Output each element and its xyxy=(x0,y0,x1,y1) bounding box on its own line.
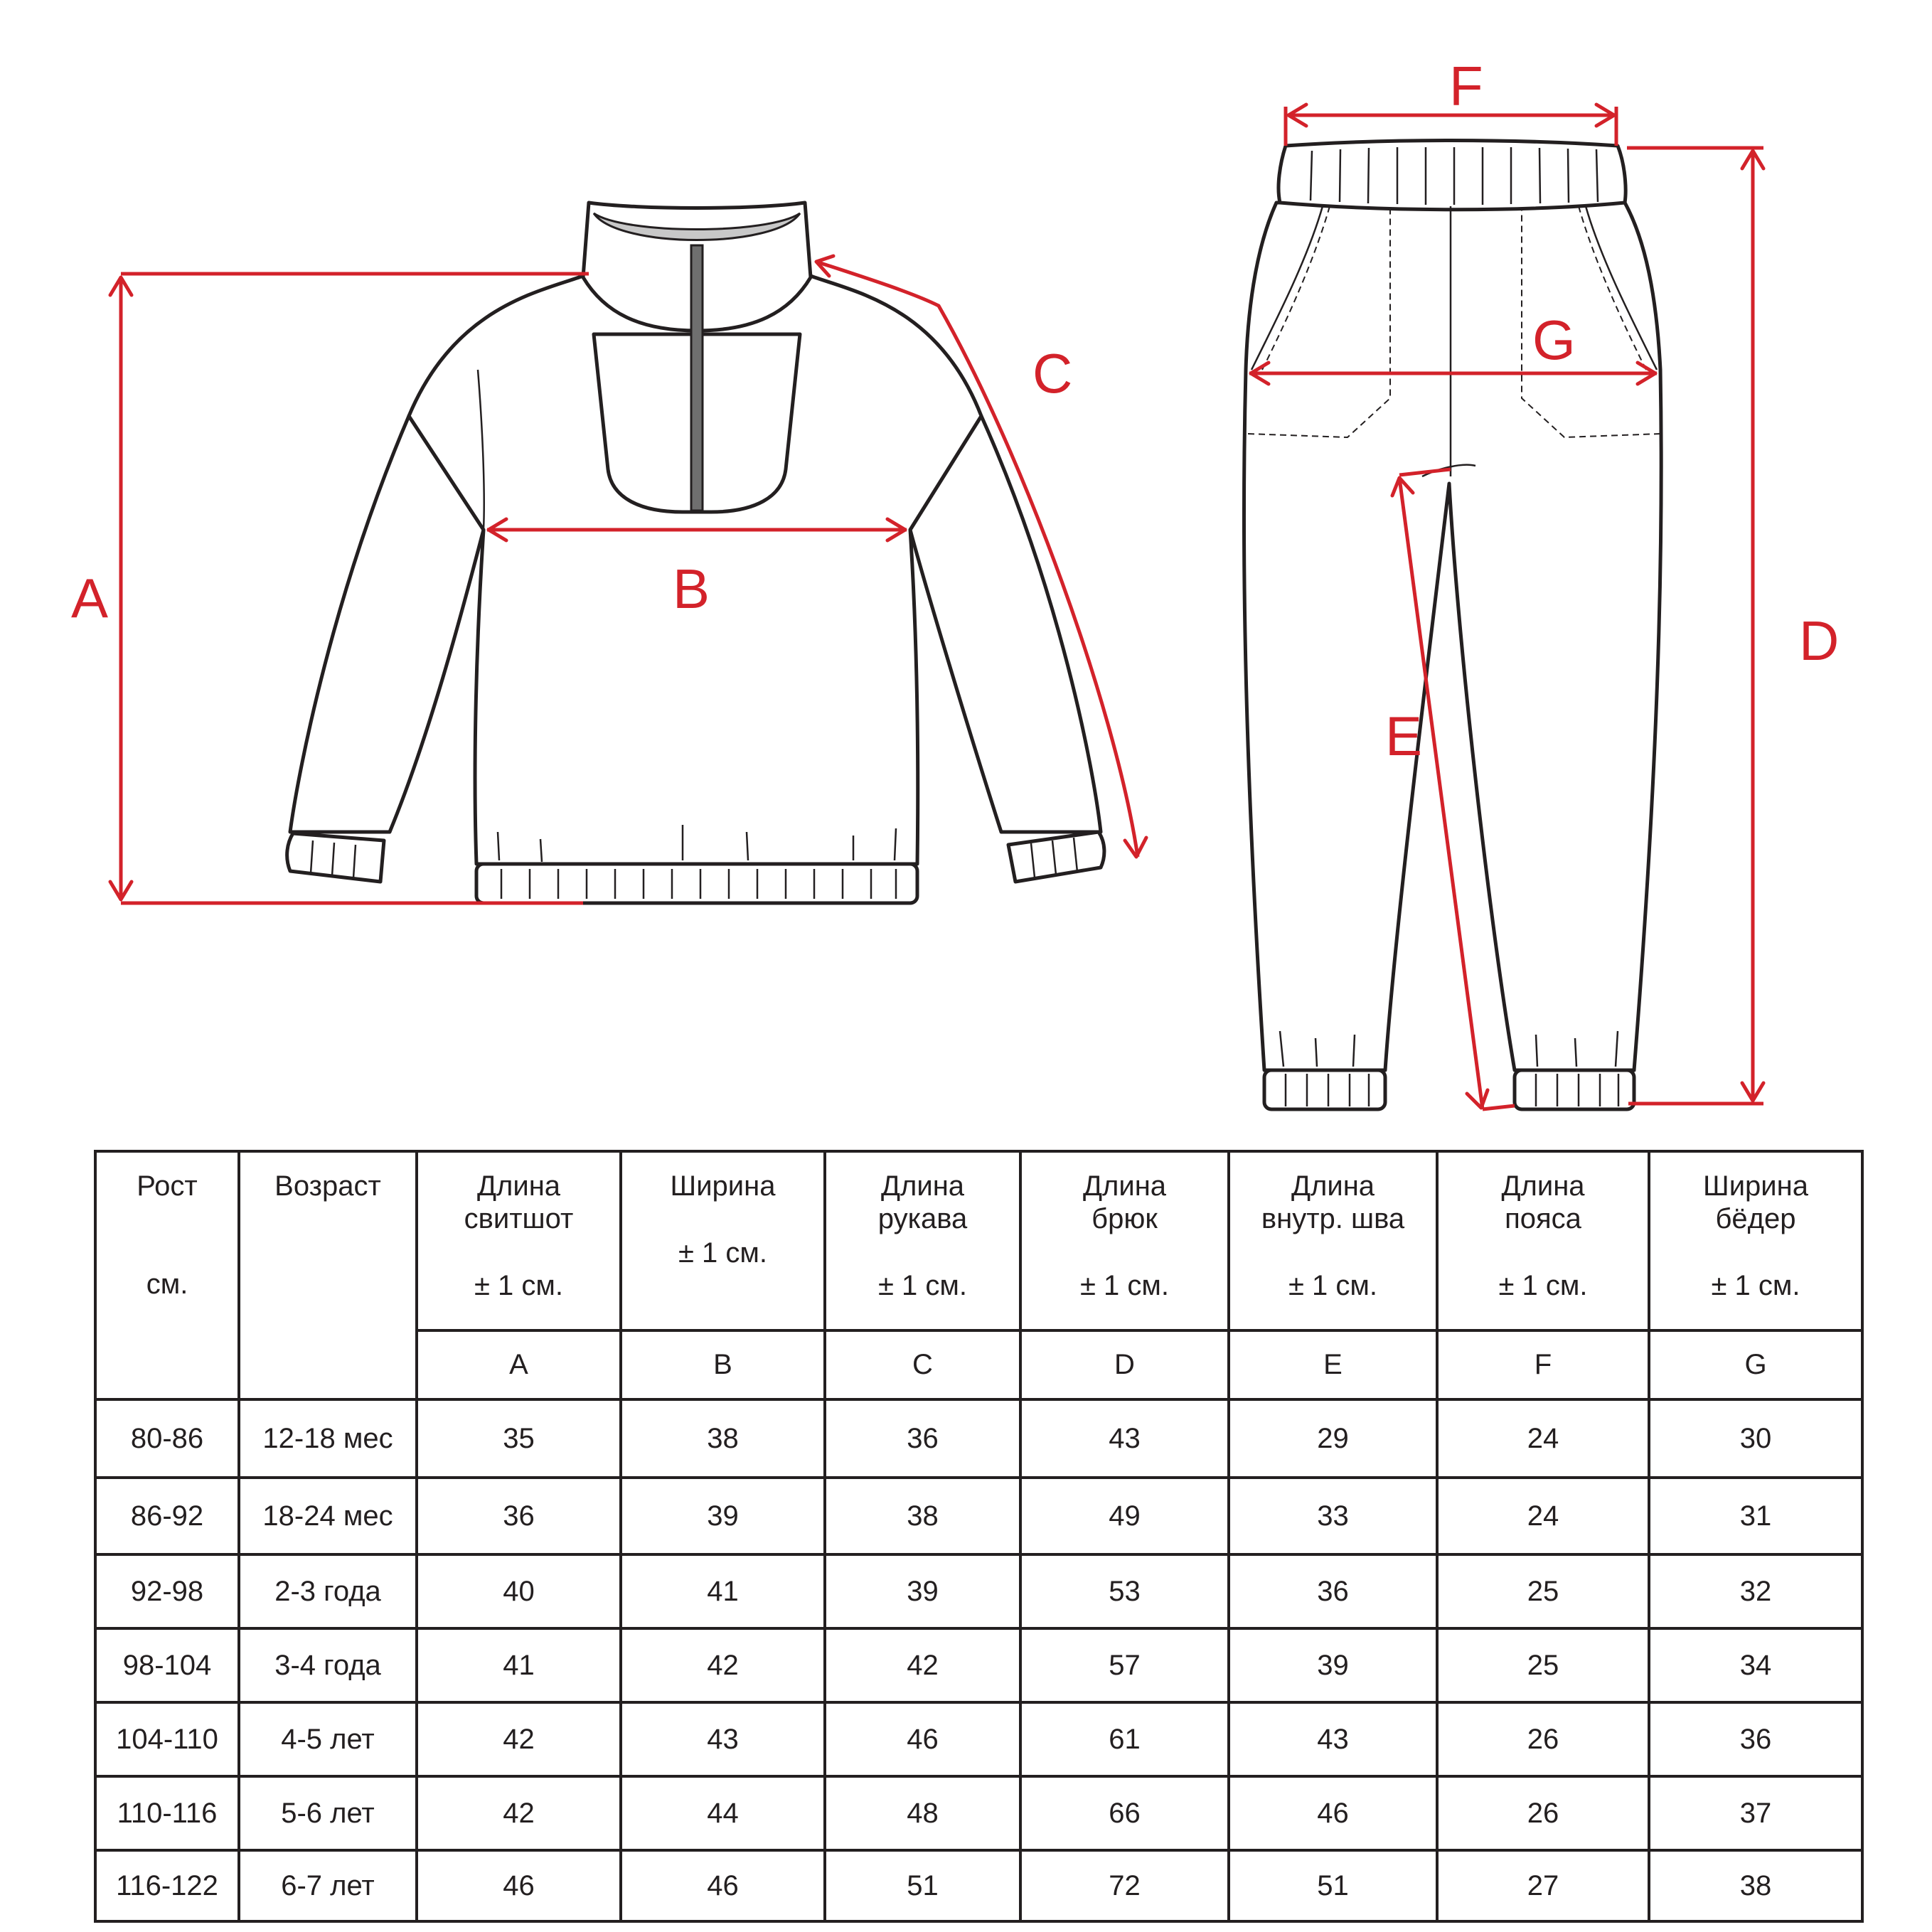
letter-e: E xyxy=(1229,1330,1437,1399)
size-chart-table xyxy=(94,1150,1864,1923)
cell-value: 26 xyxy=(1437,1776,1649,1850)
header-height xyxy=(95,1151,239,1399)
label-g: G xyxy=(1532,309,1576,371)
cell-value: 49 xyxy=(1020,1478,1229,1554)
pants-right-cuff xyxy=(1515,1070,1634,1109)
cell-value: 42 xyxy=(825,1628,1020,1702)
label-c: C xyxy=(1032,342,1073,405)
cell-value: 48 xyxy=(825,1776,1020,1850)
cell-value: 30 xyxy=(1649,1399,1862,1478)
cell-value: 38 xyxy=(621,1399,825,1478)
label-a: A xyxy=(71,567,109,629)
label-e: E xyxy=(1385,705,1423,767)
cell-value: 24 xyxy=(1437,1478,1649,1554)
cell-age: 2-3 года xyxy=(239,1554,417,1628)
cell-value: 29 xyxy=(1229,1399,1437,1478)
cell-value: 36 xyxy=(1229,1554,1437,1628)
cell-height: 104-110 xyxy=(95,1702,239,1776)
sweatshirt-left-cuff xyxy=(287,833,384,882)
header-age-title: Возраст xyxy=(274,1170,381,1202)
cell-age: 5-6 лет xyxy=(239,1776,417,1850)
cell-value: 72 xyxy=(1020,1850,1229,1921)
label-d: D xyxy=(1799,609,1840,672)
header-measurement-a: Длина свитшот ± 1 см. xyxy=(417,1151,621,1330)
sweatshirt-zipper xyxy=(691,245,703,511)
cell-value: 46 xyxy=(825,1702,1020,1776)
cell-age: 12-18 мес xyxy=(239,1399,417,1478)
cell-value: 36 xyxy=(417,1478,621,1554)
cell-height: 86-92 xyxy=(95,1478,239,1554)
cell-value: 42 xyxy=(621,1628,825,1702)
cell-value: 35 xyxy=(417,1399,621,1478)
cell-value: 42 xyxy=(417,1776,621,1850)
cell-value: 25 xyxy=(1437,1554,1649,1628)
table-row xyxy=(95,1850,1862,1921)
cell-value: 39 xyxy=(825,1554,1020,1628)
cell-age: 18-24 мес xyxy=(239,1478,417,1554)
letter-f: F xyxy=(1437,1330,1649,1399)
cell-value: 66 xyxy=(1020,1776,1229,1850)
letter-g: G xyxy=(1649,1330,1862,1399)
cell-value: 43 xyxy=(1020,1399,1229,1478)
pants-left-cuff xyxy=(1264,1070,1385,1109)
cell-age: 3-4 года xyxy=(239,1628,417,1702)
header-row xyxy=(95,1151,1862,1330)
header-measurement-g: Ширина бёдер ± 1 см. xyxy=(1649,1151,1862,1330)
cell-value: 57 xyxy=(1020,1628,1229,1702)
table-row xyxy=(95,1776,1862,1850)
label-f: F xyxy=(1449,55,1483,117)
letter-b: B xyxy=(621,1330,825,1399)
cell-height: 116-122 xyxy=(95,1850,239,1921)
cell-value: 27 xyxy=(1437,1850,1649,1921)
header-measurement-c: Длина рукава ± 1 см. xyxy=(825,1151,1020,1330)
letter-a: A xyxy=(417,1330,621,1399)
cell-height: 80-86 xyxy=(95,1399,239,1478)
cell-age: 6-7 лет xyxy=(239,1850,417,1921)
pants-drawing xyxy=(1244,141,1661,1110)
cell-value: 40 xyxy=(417,1554,621,1628)
cell-value: 44 xyxy=(621,1776,825,1850)
cell-value: 32 xyxy=(1649,1554,1862,1628)
cell-height: 110-116 xyxy=(95,1776,239,1850)
cell-value: 42 xyxy=(417,1702,621,1776)
table-row xyxy=(95,1478,1862,1554)
cell-height: 92-98 xyxy=(95,1554,239,1628)
cell-value: 26 xyxy=(1437,1702,1649,1776)
cell-value: 33 xyxy=(1229,1478,1437,1554)
cell-value: 51 xyxy=(825,1850,1020,1921)
cell-height: 98-104 xyxy=(95,1628,239,1702)
cell-value: 43 xyxy=(621,1702,825,1776)
cell-value: 31 xyxy=(1649,1478,1862,1554)
table-row xyxy=(95,1554,1862,1628)
header-measurement-b: Ширина ± 1 см. xyxy=(621,1151,825,1330)
cell-value: 41 xyxy=(417,1628,621,1702)
header-measurement-d: Длина брюк ± 1 см. xyxy=(1020,1151,1229,1330)
table-row xyxy=(95,1702,1862,1776)
cell-value: 25 xyxy=(1437,1628,1649,1702)
header-measurement-f: Длина пояса ± 1 см. xyxy=(1437,1151,1649,1330)
cell-value: 39 xyxy=(1229,1628,1437,1702)
cell-value: 46 xyxy=(1229,1776,1437,1850)
cell-value: 61 xyxy=(1020,1702,1229,1776)
cell-value: 34 xyxy=(1649,1628,1862,1702)
cell-value: 24 xyxy=(1437,1399,1649,1478)
table-row xyxy=(95,1399,1862,1478)
sweatshirt-drawing xyxy=(287,203,1104,903)
cell-value: 46 xyxy=(621,1850,825,1921)
cell-value: 37 xyxy=(1649,1776,1862,1850)
header-height-title: Рост xyxy=(137,1170,198,1202)
pants-waistband xyxy=(1279,141,1626,210)
header-measurement-e: Длина внутр. шва ± 1 см. xyxy=(1229,1151,1437,1330)
cell-value: 38 xyxy=(1649,1850,1862,1921)
cell-value: 38 xyxy=(825,1478,1020,1554)
header-height-unit: см. xyxy=(146,1269,188,1300)
letter-c: C xyxy=(825,1330,1020,1399)
cell-value: 36 xyxy=(825,1399,1020,1478)
letter-d: D xyxy=(1020,1330,1229,1399)
cell-value: 36 xyxy=(1649,1702,1862,1776)
table-row xyxy=(95,1628,1862,1702)
cell-value: 41 xyxy=(621,1554,825,1628)
cell-value: 53 xyxy=(1020,1554,1229,1628)
cell-age: 4-5 лет xyxy=(239,1702,417,1776)
header-age xyxy=(239,1151,417,1399)
label-b: B xyxy=(673,557,710,620)
cell-value: 51 xyxy=(1229,1850,1437,1921)
cell-value: 43 xyxy=(1229,1702,1437,1776)
cell-value: 39 xyxy=(621,1478,825,1554)
sweatshirt-waistband xyxy=(476,864,917,903)
pants-body xyxy=(1244,203,1661,1070)
cell-value: 46 xyxy=(417,1850,621,1921)
